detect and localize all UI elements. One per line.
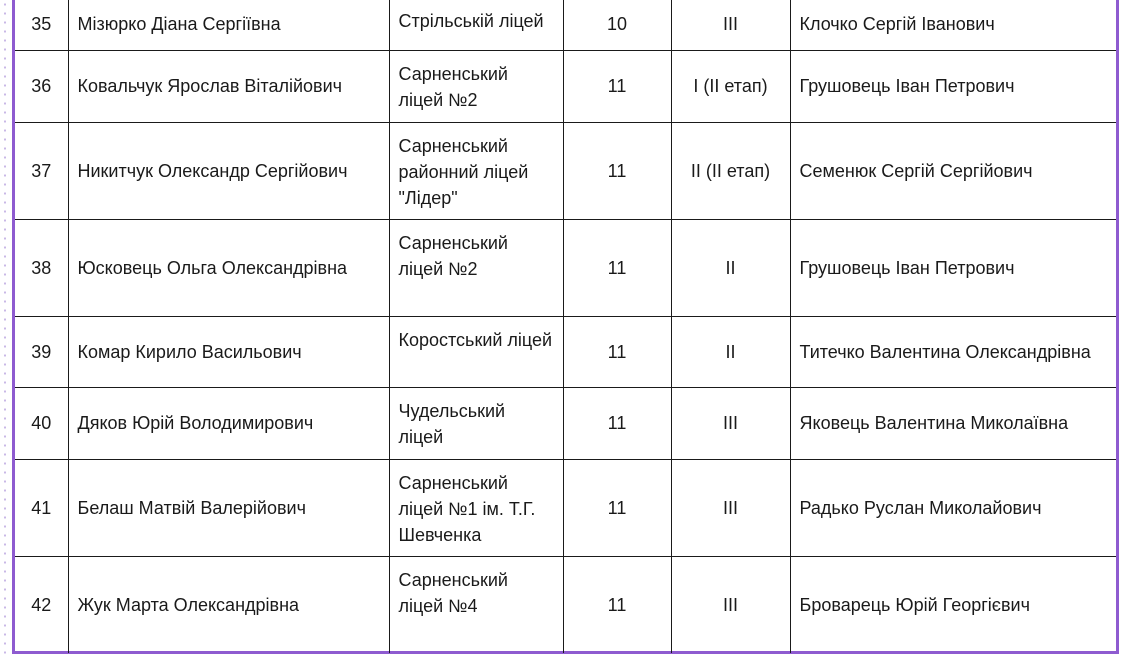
table-row (15, 0, 1116, 50)
teacher-name: Семенюк Сергій Сергійович (790, 122, 1116, 219)
place: ІІ (671, 219, 790, 316)
student-name: Юсковець Ольга Олександрівна (68, 219, 389, 316)
row-number: 40 (15, 387, 68, 459)
teacher-name: Радько Руслан Миколайович (790, 459, 1116, 556)
school-name: Сарненський ліцей №4 (389, 556, 563, 653)
student-name: Ковальчук Ярослав Віталійович (68, 50, 389, 122)
document-page (12, 0, 1119, 654)
table-row (15, 316, 1116, 387)
page-margin-dots (4, 0, 6, 654)
place: ІІІ (671, 0, 790, 50)
table-row (15, 122, 1116, 219)
place: ІІІ (671, 556, 790, 653)
student-name: Дяков Юрій Володимирович (68, 387, 389, 459)
row-number: 36 (15, 50, 68, 122)
grade: 11 (563, 387, 671, 459)
teacher-name: Грушовець Іван Петрович (790, 50, 1116, 122)
place: ІІІ (671, 459, 790, 556)
student-name: Мізюрко Діана Сергіївна (68, 0, 389, 50)
table-row (15, 387, 1116, 459)
school-name: Стрільській ліцей (389, 0, 563, 50)
row-number: 41 (15, 459, 68, 556)
student-name: Никитчук Олександр Сергійович (68, 122, 389, 219)
student-name: Жук Марта Олександрівна (68, 556, 389, 653)
school-name: Сарненський ліцей №1 ім. Т.Г. Шевченка (389, 459, 563, 556)
teacher-name: Грушовець Іван Петрович (790, 219, 1116, 316)
teacher-name: Броварець Юрій Георгієвич (790, 556, 1116, 653)
school-name: Сарненський ліцей №2 (389, 50, 563, 122)
grade: 11 (563, 50, 671, 122)
place: ІІІ (671, 387, 790, 459)
table-row (15, 219, 1116, 316)
school-name: Сарненський ліцей №2 (389, 219, 563, 316)
teacher-name: Титечко Валентина Олександрівна (790, 316, 1116, 387)
grade: 11 (563, 316, 671, 387)
row-number: 37 (15, 122, 68, 219)
place: ІІ (ІІ етап) (671, 122, 790, 219)
grade: 11 (563, 219, 671, 316)
teacher-name: Яковець Валентина Миколаївна (790, 387, 1116, 459)
teacher-name: Клочко Сергій Іванович (790, 0, 1116, 50)
row-number: 39 (15, 316, 68, 387)
grade: 11 (563, 556, 671, 653)
grade: 11 (563, 459, 671, 556)
school-name: Коростський ліцей (389, 316, 563, 387)
row-number: 35 (15, 0, 68, 50)
school-name: Чудельський ліцей (389, 387, 563, 459)
student-name: Белаш Матвій Валерійович (68, 459, 389, 556)
table-row (15, 50, 1116, 122)
row-number: 38 (15, 219, 68, 316)
row-number: 42 (15, 556, 68, 653)
school-name: Сарненський районний ліцей "Лідер" (389, 122, 563, 219)
table-row (15, 459, 1116, 556)
place: ІІ (671, 316, 790, 387)
grade: 10 (563, 0, 671, 50)
grade: 11 (563, 122, 671, 219)
student-name: Комар Кирило Васильович (68, 316, 389, 387)
table-row (15, 556, 1116, 653)
results-table (15, 0, 1116, 653)
place: І (ІІ етап) (671, 50, 790, 122)
